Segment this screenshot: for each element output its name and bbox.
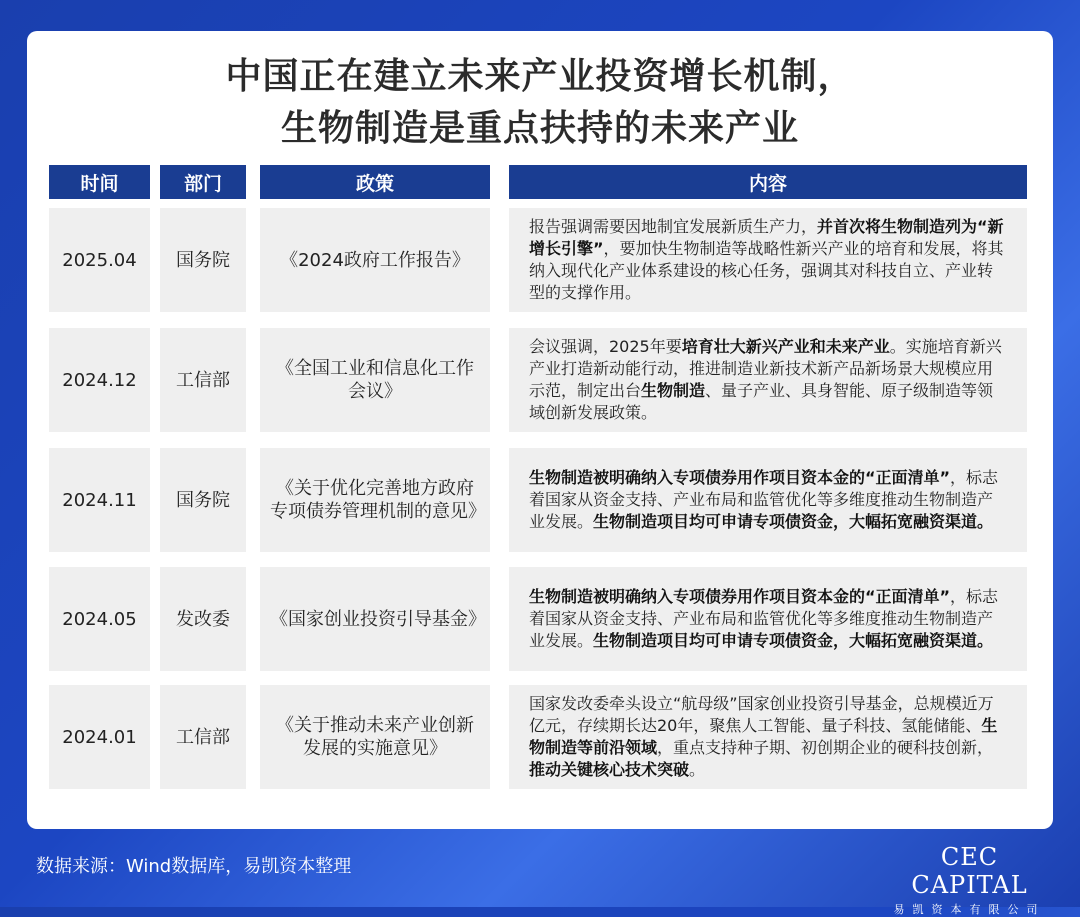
company-logo (882, 843, 1057, 917)
content-emphasis: 培育壮大新兴产业和未来产业 (681, 337, 890, 356)
row-policy: 《关于优化完善地方政府专项债券管理机制的意见》 (260, 448, 490, 552)
table-row (27, 567, 1053, 671)
row-date: 2024.01 (49, 685, 150, 789)
content-text: ，重点支持种子期、初创期企业的硬科技创新， (657, 738, 994, 757)
content-text: 。实施培育新兴产业打造新动能行动，推进制造业新技术新产品新场景大规模应用示范，制定出台 (529, 337, 1002, 400)
page-title (27, 51, 1053, 155)
content-emphasis: 生物制造 (641, 381, 706, 400)
row-policy: 《关于推动未来产业创新发展的实施意见》 (260, 685, 490, 789)
row-department: 国务院 (160, 448, 246, 552)
row-content (509, 567, 1027, 671)
content-emphasis: 生物制造等前沿领域 (529, 716, 998, 757)
title-line-1: 中国正在建立未来产业投资增长机制， (225, 56, 855, 97)
row-date: 2024.05 (49, 567, 150, 671)
row-department: 国务院 (160, 208, 246, 312)
logo-subtitle: 易凯资本有限公司 (893, 903, 1046, 916)
row-date: 2024.11 (49, 448, 150, 552)
content-text: 会议强调，2025年要 (529, 337, 682, 356)
table-row (27, 328, 1053, 432)
row-department: 工信部 (160, 328, 246, 432)
content-text: ，标志着国家从资金支持、产业布局和监管优化等多维度推动生物制造产业发展。 (529, 468, 999, 531)
content-text: 、量子产业、具身智能、原子级制造等领域创新发展政策。 (529, 381, 994, 422)
title-line-2: 生物制造是重点扶持的未来产业 (280, 108, 799, 149)
content-emphasis: 生物制造项目均可申请专项债资金，大幅拓宽融资渠道。 (593, 512, 994, 531)
header-time: 时间 (49, 165, 150, 199)
row-department: 工信部 (160, 685, 246, 789)
row-date: 2025.04 (49, 208, 150, 312)
row-policy: 《2024政府工作报告》 (260, 208, 490, 312)
data-source-note: 数据来源：Wind数据库，易凯资本整理 (36, 856, 352, 877)
content-text: 报告强调需要因地制宜发展新质生产力， (529, 217, 818, 236)
header-policy: 政策 (260, 165, 490, 199)
main-card (27, 31, 1053, 829)
content-emphasis: 生物制造被明确纳入专项债券用作项目资本金的“正面清单” (529, 587, 951, 606)
row-content (509, 208, 1027, 312)
content-emphasis: 生物制造项目均可申请专项债资金，大幅拓宽融资渠道。 (593, 631, 994, 650)
row-policy: 《全国工业和信息化工作会议》 (260, 328, 490, 432)
logo-wordmark: CEC CAPITAL (911, 843, 1028, 899)
content-text: 。 (689, 760, 706, 779)
table-row (27, 685, 1053, 789)
header-department: 部门 (160, 165, 246, 199)
content-text: ，要加快生物制造等战略性新兴产业的培育和发展，将其纳入现代化产业体系建设的核心任务，强调其对科技自立、产业转型的支撑作用。 (529, 239, 1004, 302)
row-date: 2024.12 (49, 328, 150, 432)
content-emphasis: 推动关键核心技术突破 (529, 760, 690, 779)
row-department: 发改委 (160, 567, 246, 671)
header-content: 内容 (509, 165, 1027, 199)
row-content (509, 448, 1027, 552)
table-row (27, 448, 1053, 552)
content-text: 国家发改委牵头设立“航母级”国家创业投资引导基金，总规模近万亿元，存续期长达20年，聚焦人工智能、量子科技、氢能储能、 (529, 694, 994, 735)
content-text: ，标志着国家从资金支持、产业布局和监管优化等多维度推动生物制造产业发展。 (529, 587, 999, 650)
content-emphasis: 生物制造被明确纳入专项债券用作项目资本金的“正面清单” (529, 468, 951, 487)
table-row (27, 208, 1053, 312)
row-policy: 《国家创业投资引导基金》 (260, 567, 490, 671)
content-emphasis: 并首次将生物制造列为“新增长引擎” (529, 217, 1004, 258)
row-content (509, 328, 1027, 432)
row-content (509, 685, 1027, 789)
